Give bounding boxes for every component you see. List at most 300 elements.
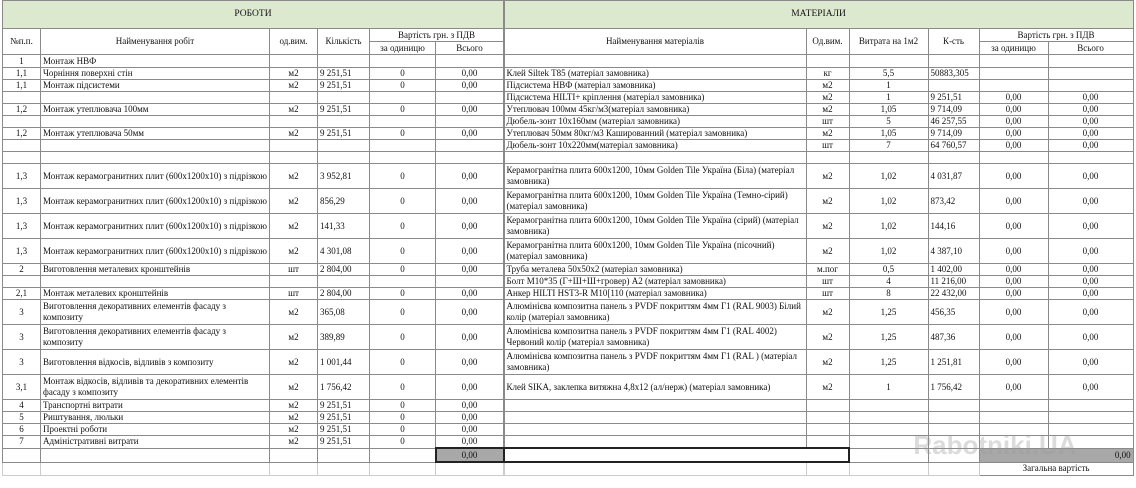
work-num: 1,2 [3,128,41,140]
material-per-unit: 0,00 [979,104,1048,116]
material-count [928,412,979,424]
material-per-unit: 0,00 [979,116,1048,128]
material-name: Дюбель-зонт 10х220мм(матеріал замовника) [504,140,806,152]
material-name [504,412,806,424]
work-total: 0,00 [436,214,504,239]
empty-cell [436,462,504,476]
work-total: 0,00 [436,375,504,400]
material-total: 0,00 [1048,104,1133,116]
work-unit: м2 [270,375,318,400]
materials-total-value: 0,00 [979,448,1133,462]
material-name: Алюмінієва композитна панель з PVDF покриттям 4мм Г1 (RAL 9003) Білий колір (матеріал замовника) [504,300,806,325]
work-unit: м2 [270,424,318,436]
material-count [928,80,979,92]
material-consumption [849,436,928,449]
work-qty: 2 804,00 [318,288,370,300]
work-unit: м2 [270,400,318,412]
work-unit [270,152,318,164]
material-unit: м2 [806,80,849,92]
work-unit [270,276,318,288]
work-unit [270,140,318,152]
materials-total-box [504,448,849,462]
header-material-per-unit: за одиницю [979,42,1048,55]
work-per-unit [370,116,436,128]
material-name: Керамогранітна плита 600х1200, 10мм Golden Tile Україна (пісочний) (матеріал замовника) [504,239,806,264]
work-name: Риштування, люльки [41,412,270,424]
work-total: 0,00 [436,300,504,325]
material-per-unit [979,80,1048,92]
material-total [1048,80,1133,92]
works-table [2,0,505,476]
material-consumption: 1,02 [849,214,928,239]
work-row [3,239,504,264]
work-total: 0,00 [436,400,504,412]
material-name: Алюмінієва композитна панель з PVDF покриттям 4мм Г1 (RAL 4002) Червоний колір (матеріал замовника) [504,325,806,350]
work-qty [318,152,370,164]
material-name: Болт М10*35 (Г+Ш+Ш+гровер) А2 (матеріал замовника) [504,276,806,288]
work-unit: м2 [270,80,318,92]
material-unit: м2 [806,128,849,140]
work-name: Проектні роботи [41,424,270,436]
work-name: Виготовлення декоративних елементів фасаду з композиту [41,325,270,350]
material-consumption: 1 [849,375,928,400]
work-qty: 3 952,81 [318,164,370,189]
work-per-unit: 0 [370,68,436,80]
work-per-unit [370,276,436,288]
work-num: 1,1 [3,80,41,92]
work-qty: 9 251,51 [318,68,370,80]
material-name [504,436,806,449]
work-per-unit: 0 [370,239,436,264]
work-num [3,140,41,152]
material-row [504,214,1133,239]
material-consumption: 1,25 [849,325,928,350]
work-name [41,276,270,288]
work-num: 2 [3,264,41,276]
work-row [3,80,504,92]
material-unit: м2 [806,214,849,239]
work-per-unit: 0 [370,128,436,140]
work-row [3,164,504,189]
material-row [504,350,1133,375]
work-num [3,92,41,104]
work-total: 0,00 [436,239,504,264]
work-name: Монтаж металевих кронштейнів [41,288,270,300]
header-cost: Вартість грн. з ПДВ [370,29,504,42]
material-total [1048,424,1133,436]
works-total-value: 0,00 [436,448,504,462]
material-unit: шт [806,276,849,288]
work-name: Монтаж утеплювача 50мм [41,128,270,140]
material-total: 0,00 [1048,264,1133,276]
work-name: Монтаж керамогранитних плит (600х1200х10) з підрізкою [41,164,270,189]
material-name: Керамогранітна плита 600х1200, 10мм Golden Tile Україна (Темно-сірий) (матеріал замовника) [504,189,806,214]
material-per-unit [979,68,1048,80]
material-total: 0,00 [1048,116,1133,128]
material-count: 1 756,42 [928,375,979,400]
work-unit: м2 [270,412,318,424]
material-per-unit [979,55,1048,68]
work-unit: м2 [270,436,318,449]
work-name: Чорніння поверхні стін [41,68,270,80]
material-consumption: 1,25 [849,350,928,375]
works-section-title: РОБОТИ [3,1,504,29]
empty-cell [849,448,928,462]
work-qty: 9 251,51 [318,80,370,92]
material-per-unit: 0,00 [979,264,1048,276]
work-total: 0,00 [436,128,504,140]
material-unit: м2 [806,375,849,400]
work-per-unit: 0 [370,350,436,375]
material-consumption: 1,02 [849,164,928,189]
material-consumption [849,400,928,412]
work-per-unit: 0 [370,288,436,300]
work-name [41,92,270,104]
work-num: 3,1 [3,375,41,400]
header-material-name: Найменування матеріалів [504,29,806,55]
work-per-unit: 0 [370,189,436,214]
work-qty: 1 001,44 [318,350,370,375]
work-row [3,140,504,152]
material-count: 11 216,00 [928,276,979,288]
material-unit [806,424,849,436]
material-name: Алюмінієва композитна панель з PVDF покриттям 4мм Г1 (RAL ) (матеріал замовника) [504,350,806,375]
watermark-text: Rabotniki.UA [913,430,1077,460]
material-consumption: 1,05 [849,104,928,116]
material-consumption: 1 [849,92,928,104]
work-name: Виготовлення металевих кронштейнів [41,264,270,276]
work-num: 1,3 [3,239,41,264]
material-row [504,55,1133,68]
material-row [504,276,1133,288]
material-row [504,92,1133,104]
works-total-spacer [370,448,436,462]
work-total: 0,00 [436,436,504,449]
material-unit: м2 [806,104,849,116]
material-unit: кг [806,68,849,80]
material-count [928,55,979,68]
work-qty: 856,29 [318,189,370,214]
empty-cell [318,462,370,476]
work-unit: м2 [270,68,318,80]
material-total: 0,00 [1048,276,1133,288]
work-name: Виготовлення відкосів, відливів з композиту [41,350,270,375]
work-per-unit [370,92,436,104]
material-consumption [849,55,928,68]
work-per-unit: 0 [370,400,436,412]
material-name: Утеплювач 100мм 45кг/м3(матеріал замовника) [504,104,806,116]
material-name [504,424,806,436]
empty-cell [504,462,806,476]
material-total: 0,00 [1048,189,1133,214]
header-material-cost: Вартість грн. з ПДВ [979,29,1133,42]
work-row [3,116,504,128]
material-consumption: 8 [849,288,928,300]
work-per-unit: 0 [370,104,436,116]
material-row [504,288,1133,300]
work-qty: 9 251,51 [318,436,370,449]
empty-cell [370,462,436,476]
material-count: 9 251,51 [928,92,979,104]
header-num: №п.п. [3,29,41,55]
work-name: Адміністративні витрати [41,436,270,449]
materials-section-title: МАТЕРІАЛИ [504,1,1133,29]
material-row [504,68,1133,80]
material-total: 0,00 [1048,140,1133,152]
work-total [436,116,504,128]
work-unit: м2 [270,104,318,116]
work-unit: м2 [270,300,318,325]
material-name [504,55,806,68]
work-total: 0,00 [436,68,504,80]
material-consumption [849,152,928,164]
work-total: 0,00 [436,325,504,350]
material-row [504,375,1133,400]
work-per-unit: 0 [370,264,436,276]
material-per-unit: 0,00 [979,239,1048,264]
material-row [504,325,1133,350]
material-count: 50883,305 [928,68,979,80]
work-unit [270,116,318,128]
work-qty [318,92,370,104]
empty-cell [41,448,270,462]
work-num [3,116,41,128]
work-num: 1 [3,55,41,68]
material-count: 487,36 [928,325,979,350]
work-per-unit: 0 [370,300,436,325]
work-unit: м2 [270,128,318,140]
work-total [436,92,504,104]
material-per-unit [979,400,1048,412]
material-count: 144,16 [928,214,979,239]
material-total [1048,68,1133,80]
work-total [436,140,504,152]
work-qty: 1 756,42 [318,375,370,400]
material-consumption: 4 [849,276,928,288]
material-per-unit [979,424,1048,436]
work-per-unit: 0 [370,325,436,350]
header-material-unit: Од.вим. [806,29,849,55]
work-name: Монтаж утеплювача 100мм [41,104,270,116]
material-unit [806,400,849,412]
work-qty: 141,33 [318,214,370,239]
material-consumption: 0,5 [849,264,928,276]
material-consumption: 1,25 [849,300,928,325]
work-row [3,189,504,214]
work-qty: 365,08 [318,300,370,325]
empty-cell [3,448,41,462]
work-per-unit [370,140,436,152]
material-row [504,264,1133,276]
header-consumption: Витрата на 1м2 [849,29,928,55]
work-per-unit: 0 [370,424,436,436]
work-name [41,140,270,152]
work-name: Виготовлення декоративних елементів фасаду з композиту [41,300,270,325]
material-row [504,80,1133,92]
work-row [3,214,504,239]
work-row [3,400,504,412]
material-row [504,424,1133,436]
material-per-unit: 0,00 [979,300,1048,325]
work-num [3,276,41,288]
work-qty [318,276,370,288]
material-total: 0,00 [1048,375,1133,400]
work-unit: м2 [270,214,318,239]
work-qty: 9 251,51 [318,128,370,140]
work-num: 7 [3,436,41,449]
material-per-unit [979,412,1048,424]
material-consumption: 7 [849,140,928,152]
work-unit: шт [270,288,318,300]
work-num: 3 [3,350,41,375]
material-count: 456,35 [928,300,979,325]
header-qty: Кількість [318,29,370,55]
material-per-unit: 0,00 [979,325,1048,350]
material-count: 64 760,57 [928,140,979,152]
work-row [3,288,504,300]
material-total: 0,00 [1048,239,1133,264]
work-num [3,152,41,164]
material-row [504,140,1133,152]
work-qty: 9 251,51 [318,104,370,116]
material-consumption: 5 [849,116,928,128]
material-unit [806,55,849,68]
work-row [3,128,504,140]
work-unit [270,92,318,104]
material-consumption: 1,05 [849,128,928,140]
material-per-unit: 0,00 [979,276,1048,288]
material-unit: м2 [806,92,849,104]
work-row [3,104,504,116]
material-unit: м2 [806,239,849,264]
work-num: 5 [3,412,41,424]
work-unit: м2 [270,239,318,264]
material-unit: шт [806,116,849,128]
work-row [3,325,504,350]
empty-cell [928,448,979,462]
material-count [928,424,979,436]
work-num: 6 [3,424,41,436]
material-per-unit: 0,00 [979,140,1048,152]
work-per-unit: 0 [370,164,436,189]
work-total: 0,00 [436,350,504,375]
material-unit [806,412,849,424]
work-name [41,116,270,128]
materials-total-row [504,448,1133,462]
work-per-unit [370,55,436,68]
work-num: 1,3 [3,189,41,214]
material-name: Клей SIKA, заклепка витяжна 4,8х12 (ал/нерж) (матеріал замовника) [504,375,806,400]
work-row [3,68,504,80]
material-name: Підсистема HILTI+ кріплення (матеріал замовника) [504,92,806,104]
material-total: 0,00 [1048,288,1133,300]
empty-cell [928,462,979,476]
material-row [504,412,1133,424]
material-name [504,400,806,412]
materials-footer-row [504,462,1133,476]
work-total [436,55,504,68]
work-total: 0,00 [436,424,504,436]
empty-cell [849,462,928,476]
material-row [504,164,1133,189]
material-unit: м2 [806,350,849,375]
material-unit [806,436,849,449]
empty-cell [806,462,849,476]
material-unit: шт [806,140,849,152]
material-unit: м.пог [806,264,849,276]
work-name: Транспортні витрати [41,400,270,412]
work-unit: м2 [270,325,318,350]
material-consumption: 1,02 [849,189,928,214]
material-consumption: 1,02 [849,239,928,264]
works-footer-row [3,462,504,476]
work-per-unit: 0 [370,80,436,92]
material-name: Дюбель-зонт 10х160мм (матеріал замовника) [504,116,806,128]
work-num: 1,3 [3,214,41,239]
material-row [504,436,1133,449]
work-total: 0,00 [436,288,504,300]
material-total: 0,00 [1048,128,1133,140]
material-name: Клей Siltek T85 (матеріал замовника) [504,68,806,80]
work-row [3,412,504,424]
work-name [41,152,270,164]
work-row [3,276,504,288]
material-per-unit [979,152,1048,164]
material-consumption [849,424,928,436]
work-name: Монтаж керамогранитних плит (600х1200х10) з підрізкою [41,214,270,239]
material-name: Анкер HILTI HST3-R M10[110 (матеріал замовника) [504,288,806,300]
material-total [1048,152,1133,164]
material-row [504,189,1133,214]
work-row [3,375,504,400]
material-count [928,400,979,412]
material-name: Підсистема НВФ (матеріал замовника) [504,80,806,92]
material-count: 4 387,10 [928,239,979,264]
material-total [1048,436,1133,449]
work-qty: 9 251,51 [318,412,370,424]
material-row [504,152,1133,164]
work-total: 0,00 [436,104,504,116]
work-name: Монтаж відкосів, відливів та декоративних елементів фасаду з композиту [41,375,270,400]
material-total [1048,400,1133,412]
empty-cell [3,462,41,476]
work-per-unit: 0 [370,375,436,400]
work-total: 0,00 [436,80,504,92]
material-count: 9 714,09 [928,128,979,140]
work-total [436,152,504,164]
material-total [1048,412,1133,424]
work-row [3,264,504,276]
material-consumption: 1 [849,80,928,92]
header-per-unit: за одиницю [370,42,436,55]
work-total: 0,00 [436,264,504,276]
work-unit: м2 [270,350,318,375]
work-total: 0,00 [436,164,504,189]
work-qty [318,55,370,68]
header-unit: од.вим. [270,29,318,55]
header-count: К-сть [928,29,979,55]
work-name: Монтаж НВФ [41,55,270,68]
work-qty: 9 251,51 [318,400,370,412]
work-row [3,152,504,164]
material-unit: шт [806,288,849,300]
material-per-unit: 0,00 [979,214,1048,239]
work-per-unit [370,152,436,164]
work-row [3,350,504,375]
material-per-unit: 0,00 [979,128,1048,140]
materials-table [503,0,1134,476]
empty-cell [270,448,318,462]
